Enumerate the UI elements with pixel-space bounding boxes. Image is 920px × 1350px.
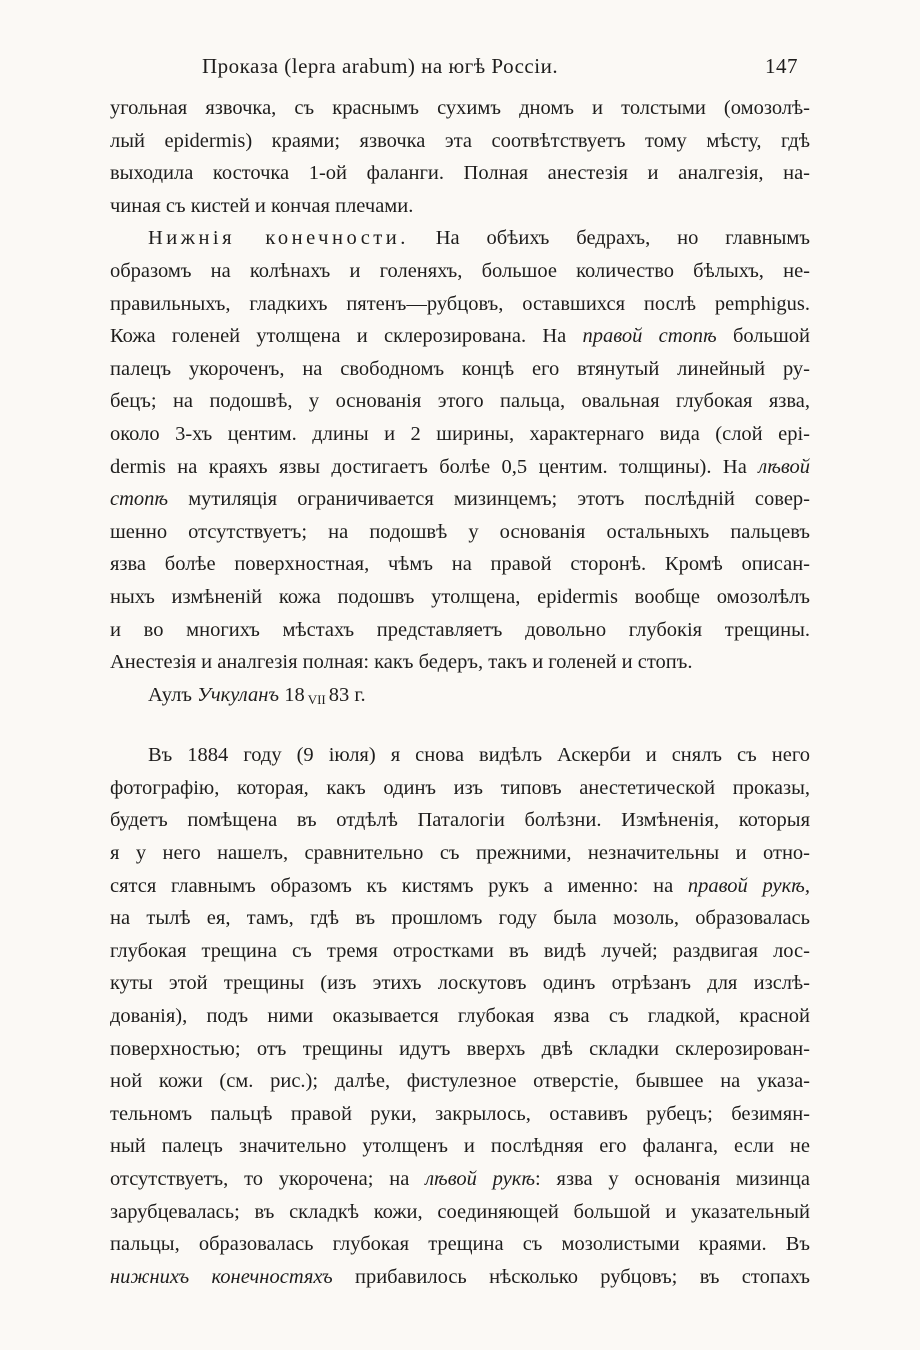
italic-term: нижнихъ конечностяхъ	[110, 1265, 333, 1288]
text-line: палецъ укороченъ, на свободномъ концѣ его втянутый линейный ру-	[110, 357, 810, 380]
text-line: ный палецъ значительно утолщенъ и послѣдняя его фаланга, если не	[110, 1135, 810, 1158]
text-line: сятся главнымъ образомъ къ кистямъ рукъ а именно: на правой рукѣ,	[110, 874, 810, 897]
date-day: 18	[284, 683, 305, 706]
text-line: глубокая трещина съ тремя отростками въ видѣ лучей; раздвигая лос-	[110, 939, 810, 962]
section-heading: Нижнія конечности.	[148, 227, 409, 250]
text-line: ной кожи (см. рис.); далѣе, фистулезное отверстіе, бывшее на указа-	[110, 1070, 810, 1093]
italic-term: правой рукѣ,	[687, 874, 810, 897]
italic-term: лѣвой рукѣ	[425, 1168, 536, 1190]
text-line: на тылѣ ея, тамъ, гдѣ въ прошломъ году была мозоль, образовалась	[110, 907, 810, 930]
text-line: шенно отсутствуетъ; на подошвѣ у основанія остальныхъ пальцевъ	[110, 520, 810, 543]
text-line: Анестезія и аналгезія полная: какъ бедеръ, такъ и голеней и стопъ.	[110, 651, 693, 674]
text-line: лый epidermis) краями; язвочка эта соотвѣтствуетъ тому мѣсту, гдѣ	[110, 129, 810, 152]
text-line: dermis на краяхъ язвы достигаетъ болѣе 0,5 центим. толщины). На лѣвой	[110, 455, 810, 478]
text-line: куты этой трещины (изъ этихъ лоскутовъ одинъ отрѣзанъ для изслѣ-	[110, 972, 810, 995]
text-line: пальцы, образовалась глубокая трещина съ мозолистыми краями. Въ	[110, 1233, 810, 1256]
date-month: VII	[307, 691, 326, 707]
text-line: тельномъ пальцѣ правой руки, закрылось, оставивъ рубецъ; безимян-	[110, 1102, 810, 1125]
text-line: выходила косточка 1-ой фаланги. Полная анестезія и аналгезія, на-	[110, 162, 810, 185]
page	[110, 48, 810, 1338]
text-line: Въ 1884 году (9 іюля) я снова видѣлъ Аскерби и снялъ съ него	[148, 744, 810, 767]
text-line: Аулъ Учкуланъ 18 $_{VII}$ 83 г.	[148, 683, 366, 707]
text-line: и во многихъ мѣстахъ представляетъ довольно глубокія трещины.	[110, 618, 810, 641]
text-line: зарубцевалась; въ складкѣ кожи, соединяющей большой и указательный	[110, 1200, 810, 1223]
text-line: я у него нашелъ, сравнительно съ прежними, незначительны и отно-	[110, 842, 810, 865]
text-line: стопѣ мутиляція ограничивается мизинцемъ; этотъ послѣдній совер-	[110, 488, 810, 511]
text-line: угольная язвочка, съ краснымъ сухимъ дномъ и толстыми (омозолѣ-	[110, 97, 810, 119]
text-line: бецъ; на подошвѣ, у основанія этого пальца, овальная глубокая язва,	[110, 390, 810, 413]
text-line: фотографію, которая, какъ одинъ изъ типовъ анестетической проказы,	[110, 776, 810, 799]
text-line: язва болѣе поверхностная, чѣмъ на правой сторонѣ. Кромѣ описан-	[110, 553, 810, 576]
text-line: отсутствуетъ, то укорочена; на лѣвой рукѣ: язва у основанія мизинца	[110, 1168, 810, 1190]
section-gap	[110, 711, 810, 739]
text-line: нижнихъ конечностяхъ прибавилось нѣсколько рубцовъ; въ стопахъ	[110, 1265, 810, 1288]
text-line: Кожа голеней утолщена и склерозирована. На правой стопѣ большой	[110, 325, 810, 348]
text-line: чиная съ кистей и кончая плечами.	[110, 194, 414, 217]
text-line: Нижнія конечности. На обѣихъ бедрахъ, но главнымъ	[148, 227, 810, 250]
italic-term: правой стопѣ	[582, 325, 717, 348]
text-line: будетъ помѣщена въ отдѣлѣ Паталогіи болѣзни. Измѣненія, которыя	[110, 809, 810, 832]
italic-term: стопѣ	[110, 488, 169, 511]
page-number: 147	[765, 54, 798, 78]
place-date-line	[110, 679, 810, 712]
place-name: Учкуланъ	[197, 683, 280, 706]
paragraph-lower-limbs	[110, 222, 810, 678]
paragraph-1884	[110, 739, 810, 1293]
italic-term: лѣвой	[758, 455, 810, 478]
text-line: около 3-хъ центим. длины и 2 ширины, характернаго вида (слой epi-	[110, 422, 810, 445]
text-line: дованія), подъ ними оказывается глубокая язва съ гладкой, красной	[110, 1005, 810, 1028]
date-year: 83	[328, 683, 350, 706]
paragraph-continuation	[110, 92, 810, 222]
running-title: Проказа (lepra arabum) на югѣ Россіи.	[202, 54, 559, 78]
text-line: поверхностью; отъ трещины идутъ вверхъ двѣ складки склерозирован-	[110, 1037, 810, 1060]
text-line: ныхъ измѣненій кожа подошвъ утолщена, epidermis вообще омозолѣлъ	[110, 585, 810, 608]
running-head	[110, 48, 810, 92]
text-line: образомъ на колѣнахъ и голеняхъ, большое количество бѣлыхъ, не-	[110, 259, 810, 282]
text-line: правильныхъ, гладкихъ пятенъ—рубцовъ, оставшихся послѣ pemphigus.	[110, 292, 810, 315]
